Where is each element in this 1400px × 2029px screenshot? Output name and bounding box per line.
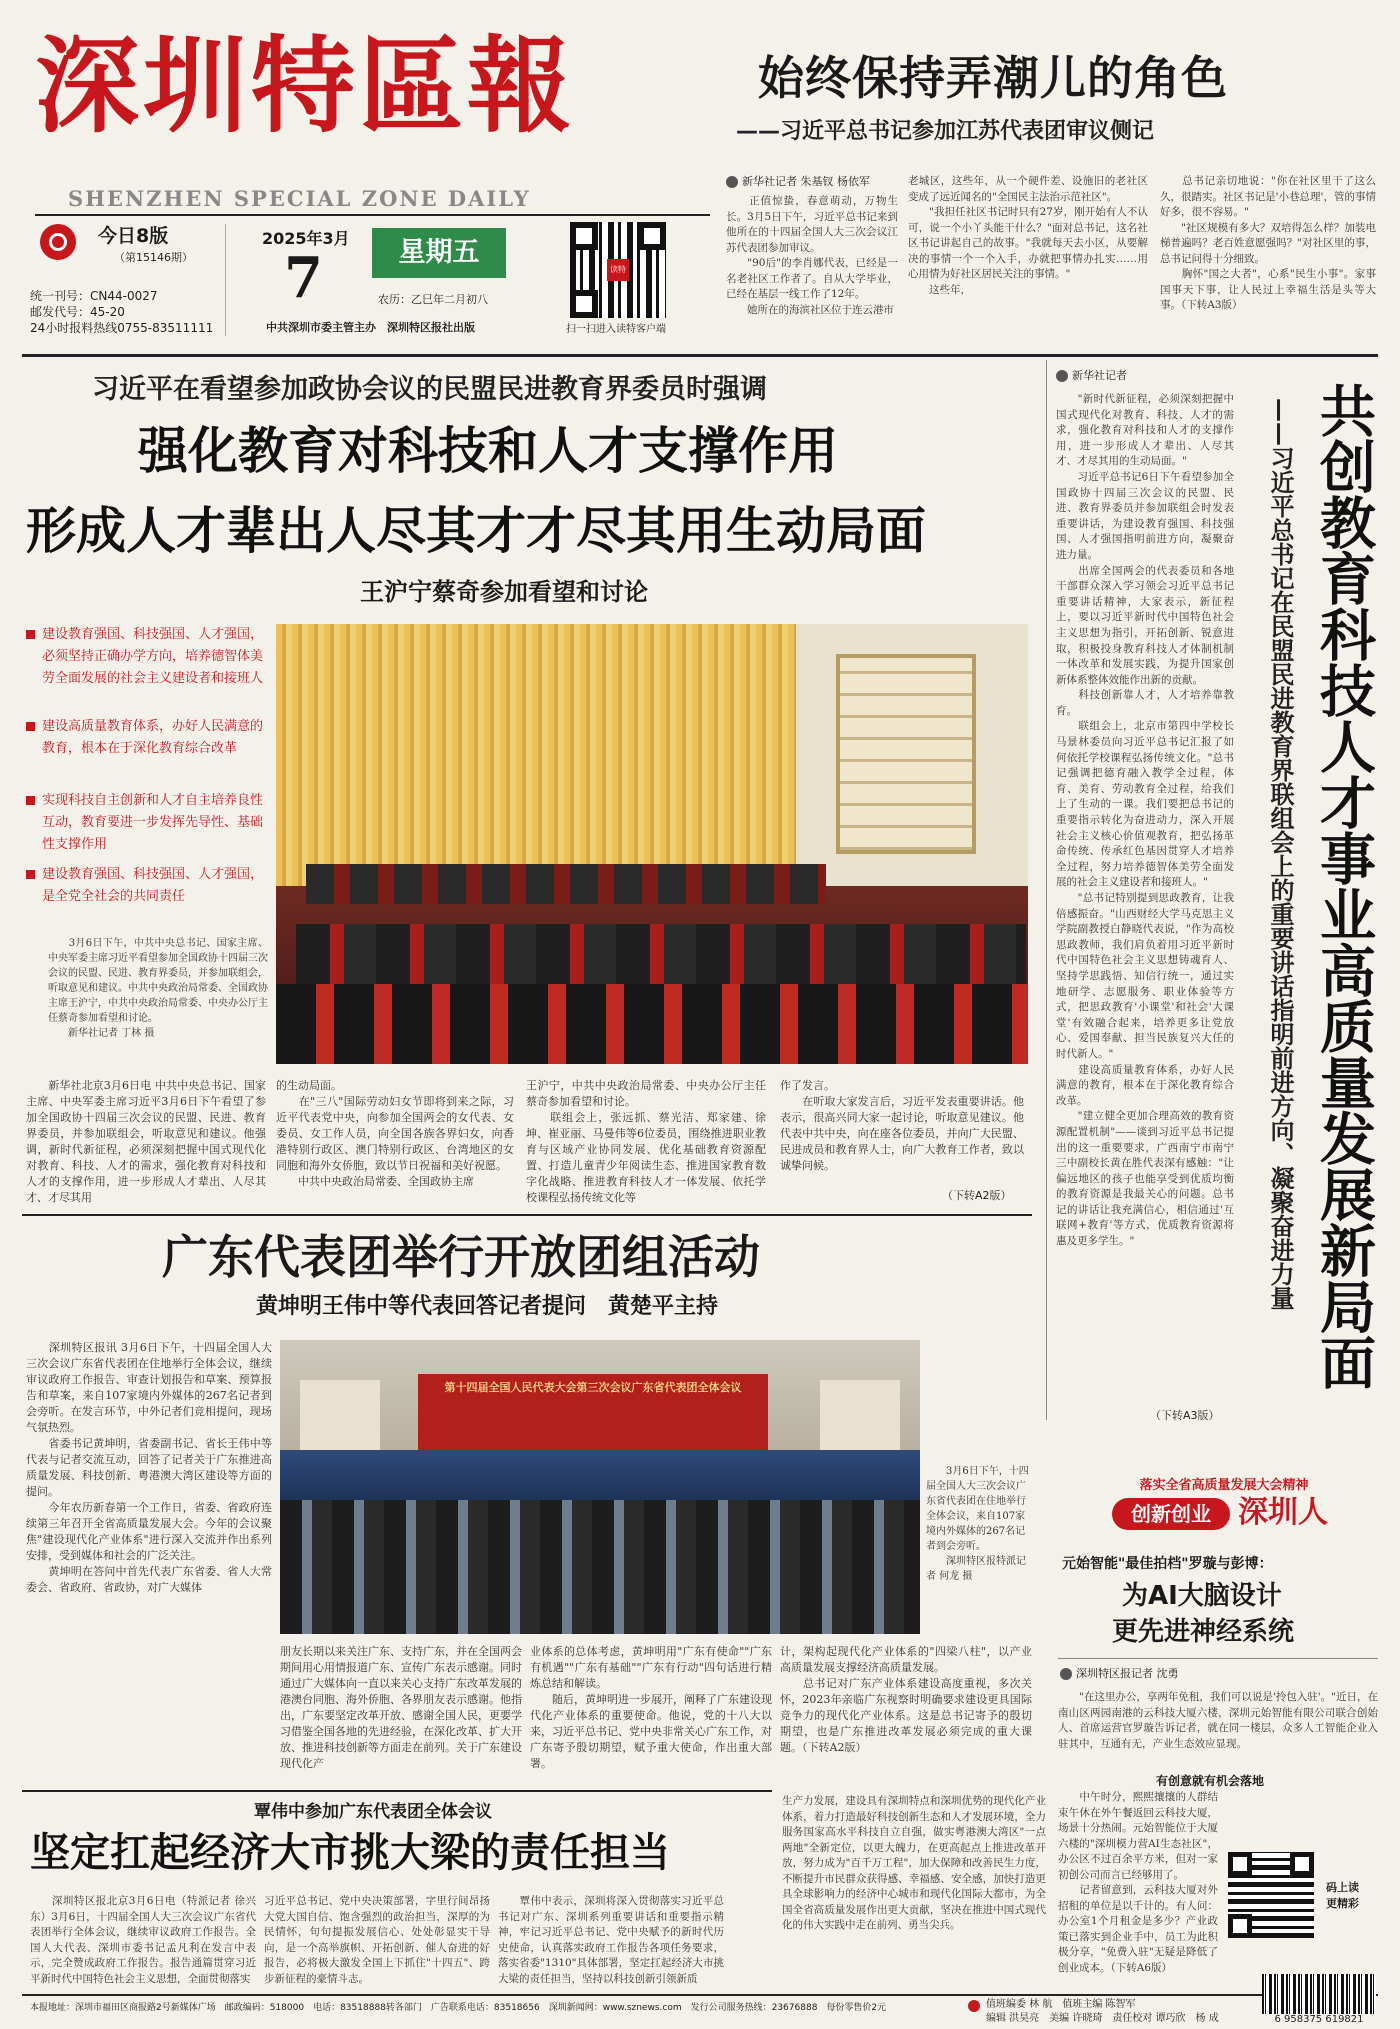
top-story-col2: 老城区，这些年，从一个硬件差、设施旧的老社区变成了远近闻名的"全国民主法治示范社区"。 "我担任社区书记时只有27岁，刚开始有人不认可，说一个小丫头能干什么？"面对总书记，这名社区书记讲起自己的故事。"我就每天去小区，从要解决的事情一个一个入手，办就把事情办扎实……用心用情为好社区居民关注的事情。" 这些年， [908,175,1148,296]
second-body-col2: 习近平总书记、党中央决策部署，字里行间昂扬大党大国自信、饱含强烈的政治担当，深厚的为民情怀，句句提振发展信心、处处彰显实干导向，是一个高举旗帜、开拓创新、催人奋进的好报告，必将极大激发全国上下抓住"十四五"、跨步新征程的豪情斗志。 [264,1895,490,1985]
bullet-4: 建设教育强国、科技强国、人才强国，是全党全社会的共同责任 [26,864,264,908]
barcode-number: 6 958375 619821 [1262,2014,1376,2026]
main-photo-caption: 3月6日下午，中共中央总书记、国家主席、中央军委主席习近平看望参加全国政协十四届三次会议的民盟、民进、教育界委员，并参加联组会，听取意见和建议。中共中央政治局常委、全国政协主席王沪宁，中共中央政治局常委、中央办公厅主任蔡奇参加看望和讨论。 新华社记者 丁林 摄 [48,938,268,1039]
bullet-2: 建设高质量教育体系，办好人民满意的教育，根本在于深化教育综合改革 [26,716,264,782]
footer-address: 本报地址：深圳市福田区商报路2号新媒体广场 邮政编码：518000 电话：83518888转各部门 广告联系电话：83518656 深圳新闻网：www.sznews.com 发行公司服务热线：23676888 每份零售价2元 [30,2003,887,2013]
top-story-col1: 正值惊蛰，春意萌动，万物生长。3月5日下午，习近平总书记来到他所在的十四届全国人大三次会议江苏代表团参加审议。 "90后"的李肖娜代表，已经是一名老社区工作者了。自从大学毕业，已经在基层一线工作了12年。 她所在的海滨社区位于连云港市 [726,195,898,316]
hotline: 24小时报料热线0755-83511111 [30,321,214,335]
gd-photo [280,1340,920,1634]
main-body-col3: 王沪宁，中共中央政治局常委、中央办公厅主任蔡奇参加看望和讨论。 联组会上，张远抓、蔡光洁、郑家建、徐坤、崔亚丽、马曼伟等6位委员，围绕推进职业教育与区域产业协同发展、优化基础教育资源配置、打造儿童青少年阅读生态、推进国家教育数字化战略、推进教育科技人才一体发展、依托学校课程弘扬传统文化等 [526,1079,766,1204]
promo-rule [1058,1658,1378,1659]
promo-body-2: 中午时分，熙熙攘攘的人群结束午休在外午餐返回云科技大厦，场景十分热闹。元始智能位于大厦六楼的"深圳模力营AI生态社区"，办公区不过百余平方米，但对一家初创公司而言已经够用了。 记者留意到，云科技大厦对外招租的单位是以千计的。有人问：办公室1个月租金是多少？产业政策已落实到企业手中，员工为此积极分享，"免费入驻"无疑是降低了创业成本。（下转A6版） [1058,1791,1218,1974]
second-body-col1: 深圳特区报北京3月6日电（特派记者 徐兴东）3月6日，十四届全国人大三次会议广东省代表团举行全体会议，继续审议政府工作报告。全国人大代表、深圳市委书记孟凡利在发言中表示，完全赞成政府工作报告。报告通篇贯穿习近平新时代中国特色社会主义思想，全面贯彻落实 [30,1895,256,1985]
promo-body-1: "在这里办公，享两年免租，我们可以说是'拎包入驻'。"近日，在南山区两园南港的云科技大厦六楼，深圳元始智能有限公司联合创始人、首席运营官罗璇告诉记者，就在同一楼层，众多人工智能企业入驻其中，互通有无，产业生态效应显现。 [1058,1691,1378,1750]
section-rule [22,1214,1032,1216]
main-body-col1: 新华社北京3月6日电 中共中央总书记、国家主席、中央军委主席习近平3月6日下午看望了参加全国政协十四届三次会议的民盟、民进、教育界委员，并参加联组会，听取意见和建议。他强调，新时代新征程，必须深刻把握中国式现代化对教育、科技、人才的需求，强化教育对科技和人才的支撑作用，进一步形成人才辈出、人尽其才、才尽其用 [26,1079,266,1204]
right-vertical-subtitle: ——习近平总书记在民盟民进教育界联组会上的重要讲话指明前进方向、凝聚奋进力量 [1266,398,1294,1310]
barcode [1262,1974,1376,2014]
gd-banner-text: 第十四届全国人民代表大会第三次会议广东省代表团全体会议 [444,1381,742,1394]
footer-editors-2: 编辑 洪昊亮 美编 许晓琦 责任校对 谭巧欣 杨 成 [986,2013,1219,2024]
issue-number: （第15146期） [114,251,193,264]
section-rule [22,1790,772,1792]
main-body-col4: 作了发言。 在听取大家发言后，习近平发表重要讲话。他表示，很高兴同大家一起讨论，听取意见建议。他代表中共中央，向在座各位委员，并向广大民盟、民进成员和教育界人士，向广大教育工作者，致以诚挚问候。 [780,1079,1024,1172]
year-month: 2025年3月 [262,229,350,248]
masthead-english: SHENZHEN SPECIAL ZONE DAILY [68,186,531,211]
promo-line3: 深圳人 [1238,1495,1328,1530]
promo-subhead: 有创意就有机会落地 [1156,1774,1265,1788]
main-headline-1[interactable]: 强化教育对科技和人才支撑作用 [138,422,838,480]
qr-badge: 读特 [607,259,629,281]
footer-rule [22,1994,1378,1996]
byline-icon [726,176,738,188]
top-story-subtitle: ——习近平总书记参加江苏代表团审议侧记 [736,119,1155,144]
second-body-col4: 生产力发展，建设具有深圳特点和深圳优势的现代化产业体系，着力打造最好科技创新生态和人才发展环境，全力服务国家高水平科技自立自强，做实粤港澳大湾区"一点两地"全新定位，以更大魄力，在更高起点上推进改革开放，努力成为"百千万工程"，加大保障和改善民生力度，不断提升市民群众获得感、幸福感、安全感，加快打造更具全球影响力的经济中心城市和现代化国际大都市，为全国全省高质量发展作出更大贡献，坚决在推进中国式现代化的伟大实践中走在前列、勇当尖兵。 [782,1795,1046,1931]
right-jump[interactable]: （下转A3版） [1150,1409,1220,1422]
qr-code[interactable] [570,222,666,318]
gd-body-col3: 业体系的总体考虑，黄坤明用"广东有使命""广东有机遇""广东有基础""广东有行动"四句话进行精炼总结和解读。 随后，黄坤明进一步展开，阐释了广东建设现代化产业体系的重要使命。他说，党的十八大以来，习近平总书记、党中央非常关心广东工作，对广东寄予殷切期望，赋予重大使命，作出重大部署。 [530,1645,772,1770]
second-body-col3: 覃伟中表示，深圳将深入贯彻落实习近平总书记对广东、深圳系列重要讲话和重要指示精神，牢记习近平总书记、党中央赋予的新时代历史使命，认真落实政府工作报告各项任务要求，落实省委"1310"具体部署，坚定扛起经济大市挑大梁的责任担当，坚持以科技创新引领新质 [498,1895,724,1985]
gd-body-col2: 朋友长期以来关注广东、支持广东，并在全国两会期间用心用情报道广东、宣传广东表示感谢。同时通过广大媒体向一直以来关心支持广东改革发展的港澳台同胞、海外侨胞、各界朋友表示感谢。他指出，广东要坚定改革开放、感谢全国人民，更要学习借鉴全国各地的先进经验，在深化改革、扩大开放、推进科技创新等方面走在前列。关于广东建设现代化产 [280,1645,522,1770]
top-story-title[interactable]: 始终保持弄潮儿的角色 [758,51,1228,105]
main-jump[interactable]: （下转A2版） [942,1189,1012,1202]
postal-code: 邮发代号：45-20 [30,305,125,319]
promo-line1: 落实全省高质量发展大会精神 [1139,1478,1309,1493]
footer-logo-icon [968,2000,980,2012]
gd-body-col1: 深圳特区报讯 3月6日下午，十四届全国人大三次会议广东省代表团在住地举行全体会议，继续审议政府工作报告、审查计划报告和草案、预算报告和草案，来自107家境内外媒体的267名记者到会旁听。在发言环节，中外记者们竞相提问，现场气氛热烈。 省委书记黄坤明，省委副书记、省长王伟中等代表与记者交流互动，回答了记者关于广东推进高质量发展、科技创新、粤港澳大湾区建设等方面的提问。 今年农历新春第一个工作日，省委、省政府连续第三年召开全省高质量发展大会。今年的会议聚焦"建设现代化产业体系"进行深入交流并作出系列安排，受到媒体和社会的广泛关注。 黄坤明在答问中首先代表广东省委、省人大常委会、省政府、省政协，对广大媒体 [26,1341,272,1594]
promo-qr-code[interactable] [1228,1852,1314,1938]
bullet-1: 建设教育强国、科技强国、人才强国，必须坚持正确办学方向，培养德智体美劳全面发展的社会主义建设者和接班人 [26,624,264,708]
paper-logo-icon [40,224,76,260]
promo-kicker: 元始智能"最佳拍档"罗璇与彭博： [1062,1556,1273,1572]
main-subhead: 王沪宁蔡奇参加看望和讨论 [360,578,648,606]
top-story-byline: 新华社记者 朱基钗 杨依军 [742,175,870,188]
weekday-badge: 星期五 [372,228,506,278]
divider [225,224,226,336]
lunar-date: 农历：乙巳年二月初八 [378,293,488,306]
top-story-col3: 总书记亲切地说："你在社区里干了这么久，很踏实。社区书记是'小巷总理'，管的事情好多，很不容易。" "社区规模有多大？双培得怎么样？加装电梯普遍吗？老百姓意愿强吗？"对社区里的事，总书记问得十分细致。 胸怀"国之大者"，心系"民生小事"。家事国事天下事，让人民过上幸福生活是头等大事。（下转A3版） [1160,175,1376,311]
promo-byline: 深圳特区报记者 沈勇 [1076,1667,1179,1680]
promo-title-2[interactable]: 更先进神经系统 [1112,1617,1295,1647]
main-body-col2: 的生动局面。 在"三八"国际劳动妇女节即将到来之际，习近平代表党中央，向参加全国两会的女代表、女委员、女工作人员，向全国各族各界妇女，向香港特别行政区、澳门特别行政区、台湾地区的女同胞和海外女侨胞，致以节日祝福和美好祝愿。 中共中央政治局常委、全国政协主席 [276,1079,514,1188]
day-number: 7 [284,245,323,311]
publisher-line: 中共深圳市委主管主办 深圳特区报社出版 [266,321,475,334]
promo-title-1[interactable]: 为AI大脑设计 [1122,1581,1282,1611]
column-divider [1046,360,1047,1420]
top-rule [22,354,1378,357]
masthead-logo: 深圳特區報 [35,24,576,147]
serial-number: 统一刊号：CN44-0027 [30,289,158,303]
gd-headline[interactable]: 广东代表团举行开放团组活动 [162,1230,760,1284]
qr-label: 扫一扫进入读特客户端 [566,324,666,335]
gd-body-col4: 计，架构起现代化产业体系的"四梁八柱"，以产业高质量发展支撑经济高质量发展。 总书记对广东产业体系建设高度重视，多次关怀，2023年亲临广东视察时明确要求建设更具国际竞争力的现代化产业体系。这是总书记寄予的殷切期望，也是广东推进改革发展必须完成的重大课题。（下转A2版） [780,1645,1032,1754]
today-pages: 今日8版 [98,225,169,247]
gd-subhead: 黄坤明王伟中等代表回答记者提问 黄楚平主持 [256,1294,719,1319]
second-headline[interactable]: 坚定扛起经济大市挑大梁的责任担当 [30,1830,670,1876]
right-vertical-title[interactable]: 共创教育科技人才事业高质量发展新局面 [1311,382,1376,1390]
right-body: "新时代新征程，必须深刻把握中国式现代化对教育、科技、人才的需求，强化教育对科技和人才的支撑作用，进一步形成人才辈出、人尽其才、才尽其用的生动局面。" 习近平总书记6日下午看望参加全国政协十四届三次会议的民盟、民进、教育界委员并参加联组会时发表重要讲话，为建设教育强国、科技强国、人才强国指明前进方向，凝聚奋进力量。 出席全国两会的代表委员和各地干部群众深入学习领会习近平总书记重要讲话精神，大家表示，新征程上，要以习近平新时代中国特色社会主义思想为指引，开拓创新、锐意进取，积极投身教育科技人才体制机制一体改革和发展实践，为提升国家创新体系整体效能作出新的贡献。 科技创新靠人才，人才培养靠教育。 联组会上，北京市第四中学校长马景林委员向习近平总书记汇报了如何依托学校课程弘扬传统文化。"总书记强调把德育融入教学全过程，体育、美育、劳动教育全过程，给我们上了生动的一课。我们要把总书记的重要指示转化为奋进动力，深入开展社会主义核心价值观教育，把弘扬革命传统、传承红色基因贯穿人才培养全过程，努力培养德智体美劳全面发展的社会主义建设者和接班人。" "总书记特别提到思政教育，让我倍感振奋。"山西财经大学马克思主义学院副教授白静晓代表说，"作为高校思政教师，我们肩负着用习近平新时代中国特色社会主义思想铸魂育人、坚持学思践悟、知信行统一，通过实地研学、志愿服务、职业体验等方式，把思政教育'小课堂'和社会'大课堂'有效融合起来，培养更多让党放心、爱国奉献、担当民族复兴大任的时代新人。" 建设高质量教育体系，办好人民满意的教育，根本在于深化教育综合改革。 "建立健全更加合理高效的教育资源配置机制"——谈到习近平总书记提出的这一重要要求，广西南宁市南宁三中副校长黄在胜代表深有感触："让偏远地区的孩子也能享受到优质均衡的教育资源是我最关心的问题。总书记的讲话让我充满信心，相信通过'互联网+教育'等方式，优质教育资源将惠及更多学生。" [1056,393,1234,1248]
promo-banner[interactable] [1076,1474,1372,1546]
qr-note-1: 码上读 [1326,1881,1359,1894]
byline-icon [1060,1668,1072,1680]
second-kicker: 覃伟中参加广东代表团全体会议 [254,1802,492,1822]
main-photo [276,624,1028,1064]
main-kicker: 习近平在看望参加政协会议的民盟民进教育界委员时强调 [92,374,767,405]
bullet-3: 实现科技自主创新和人才自主培养良性互动，教育要进一步发挥先导性、基础性支撑作用 [26,790,264,856]
promo-line2: 创新创业 [1112,1498,1230,1530]
qr-note-2: 更精彩 [1326,1897,1359,1910]
masthead-rule [35,214,710,216]
main-headline-2[interactable]: 形成人才辈出人尽其才才尽其用生动局面 [26,502,926,560]
footer-editors: 值班编委 林 航 值班主编 陈智军 [986,1999,1136,2010]
right-byline: 新华社记者 [1072,369,1127,382]
gd-photo-caption: 3月6日下午，十四届全国人大三次会议广东省代表团在住地举行全体会议，来自107家境内外媒体的267名记者到会旁听。 深圳特区报特派记者 何龙 摄 [926,1466,1029,1582]
byline-icon [1056,370,1068,382]
